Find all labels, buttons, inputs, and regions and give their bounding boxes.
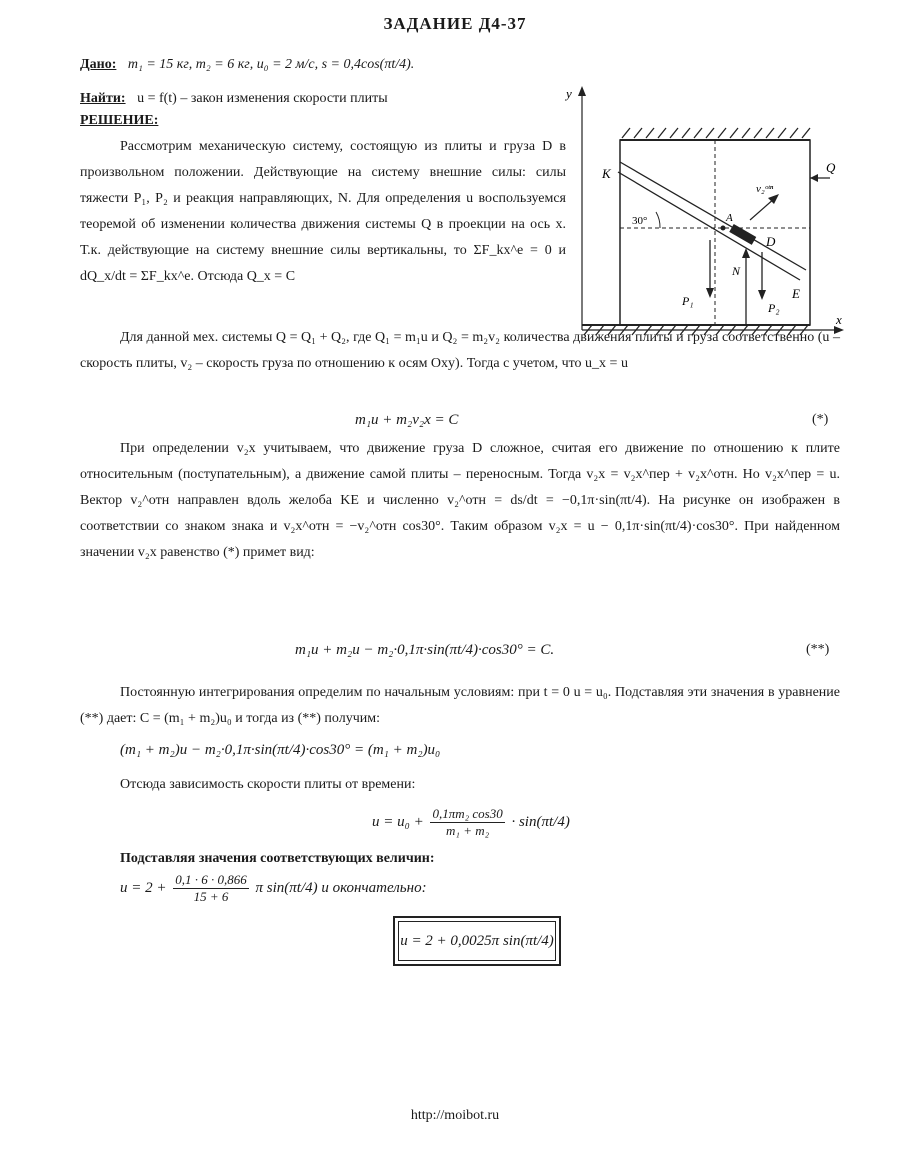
equation-1: m₁u + m₂v₂x = C — [355, 412, 459, 428]
force-P1-arrowhead — [706, 288, 714, 298]
label-angle: 30° — [632, 215, 648, 227]
label-y: y — [566, 86, 572, 101]
label-P2: P₂ — [768, 301, 780, 315]
label-N: N — [732, 264, 741, 278]
equation-4-numerator: 0,1πm₂ cos30 — [432, 806, 503, 821]
given-text: m₁ = 15 кг, m₂ = 6 кг, u₀ = 2 м/с, s = 0,4cos(πt/4). — [127, 57, 415, 72]
velocity-arrow — [750, 198, 775, 220]
label-E: E — [792, 286, 800, 301]
label-K: K — [602, 166, 611, 181]
y-axis-arrow — [578, 86, 586, 96]
label-v: v₂ᵒᵗⁿ — [756, 183, 774, 195]
paragraph-1: Рассмотрим механическую систему, состоящую из плиты и груза D в произвольном положении. Действующие на систему внешние силы: силы тяжести P₁, P₂ и реакция направляющих, N. Для определения u воспользуемся теоремой об изменении количества движения системы Q в проекции на ось x. Т.к. действующие на систему внешние силы вертикальны, то ΣF_kx^e = 0 и dQ_x/dt = ΣF_kx^e. Отсюда Q_x = C — [80, 139, 566, 284]
equation-5 — [120, 872, 427, 905]
Q-arrowhead — [810, 174, 818, 182]
equation-4-fraction — [430, 806, 504, 839]
equation-4 — [372, 806, 570, 839]
equation-2: m₁u + m₂u − m₂·0,1π·sin(πt/4)·cos30° = C. — [295, 642, 555, 658]
label-D: D — [766, 234, 776, 249]
paragraph-3: При определении v₂x учитываем, что движение груза D сложное, считая его движение по отношению к плите относительным (поступательным), а движение самой плиты – переносным. Тогда v₂x = v₂x^пер + v₂x^отн. Но v₂x^пер = u. Вектор v₂^отн направлен вдоль желоба KE и численно v₂^отн = ds/dt = −0,1π·sin(πt/4). На рисунке он изображен в соответствии со знаком знака и v₂x^отн = −v₂^отн cos30°. Таким образом v₂x = u − 0,1π·sin(πt/4)·cos30°. При найденном значении v₂x равенство (*) примет вид: — [80, 441, 840, 560]
angle-arc — [656, 212, 660, 228]
equation-4-right: · sin(πt/4) — [511, 813, 570, 830]
top-hatching — [622, 128, 810, 138]
answer-text: u = 2 + 0,0025π sin(πt/4) — [400, 932, 554, 949]
mechanism-diagram — [560, 80, 850, 360]
label-Q: Q — [826, 160, 836, 175]
force-P2-arrowhead — [758, 290, 766, 300]
dependency-line: Отсюда зависимость скорости плиты от времени: — [120, 777, 416, 792]
equation-5-left: u = 2 + — [120, 879, 167, 896]
substitution-line: Подставляя значения соответствующих величин: — [120, 851, 435, 866]
given-line — [80, 56, 414, 74]
find-line — [80, 90, 388, 108]
answer-box — [393, 916, 561, 966]
solution-heading — [80, 112, 158, 130]
equation-5-numerator: 0,1 · 6 · 0,866 — [175, 872, 247, 887]
label-x: x — [836, 312, 842, 327]
label-A: A — [726, 212, 733, 224]
equation-5-denominator: 15 + 6 — [193, 889, 229, 904]
point-A — [721, 226, 726, 231]
find-text: u = f(t) – закон изменения скорости плиты — [137, 91, 388, 106]
equation-5-right: π sin(πt/4) и окончательно: — [255, 879, 427, 896]
equation-4-denominator: m₁ + m₂ — [446, 823, 490, 838]
label-P1: P₁ — [682, 294, 694, 308]
groove-line-2 — [620, 162, 806, 270]
equation-5-fraction — [173, 872, 249, 905]
paragraph-2: Для данной мех. системы Q = Q₁ + Q₂, где Q₁ = m₁u и Q₂ = m₂v₂ количества движения плиты и груза соответственно (u – скорость плиты, v₂ – скорость груза по отношению к осям Oxy). Тогда с учетом, что u_x = u — [80, 330, 840, 371]
equation-1-number: (*) — [812, 412, 829, 427]
equation-2-number: (**) — [806, 642, 830, 657]
given-label: Дано: — [80, 57, 117, 72]
equation-4-left: u = u₀ + — [372, 813, 424, 830]
load-D — [729, 224, 756, 245]
paragraph-4: Постоянную интегрирования определим по начальным условиям: при t = 0 u = u₀. Подставляя эти значения в уравнение (**) дает: C = (m₁ + m₂)u₀ и тогда из (**) получим: — [80, 685, 840, 726]
equation-3: (m₁ + m₂)u − m₂·0,1π·sin(πt/4)·cos30° = (m₁ + m₂)u₀ — [120, 742, 441, 758]
solution-label: РЕШЕНИЕ: — [80, 113, 159, 128]
footer-url[interactable]: http://moibot.ru — [410, 1108, 500, 1123]
page-title: ЗАДАНИЕ Д4-37 — [383, 14, 527, 33]
find-label: Найти: — [80, 91, 126, 106]
